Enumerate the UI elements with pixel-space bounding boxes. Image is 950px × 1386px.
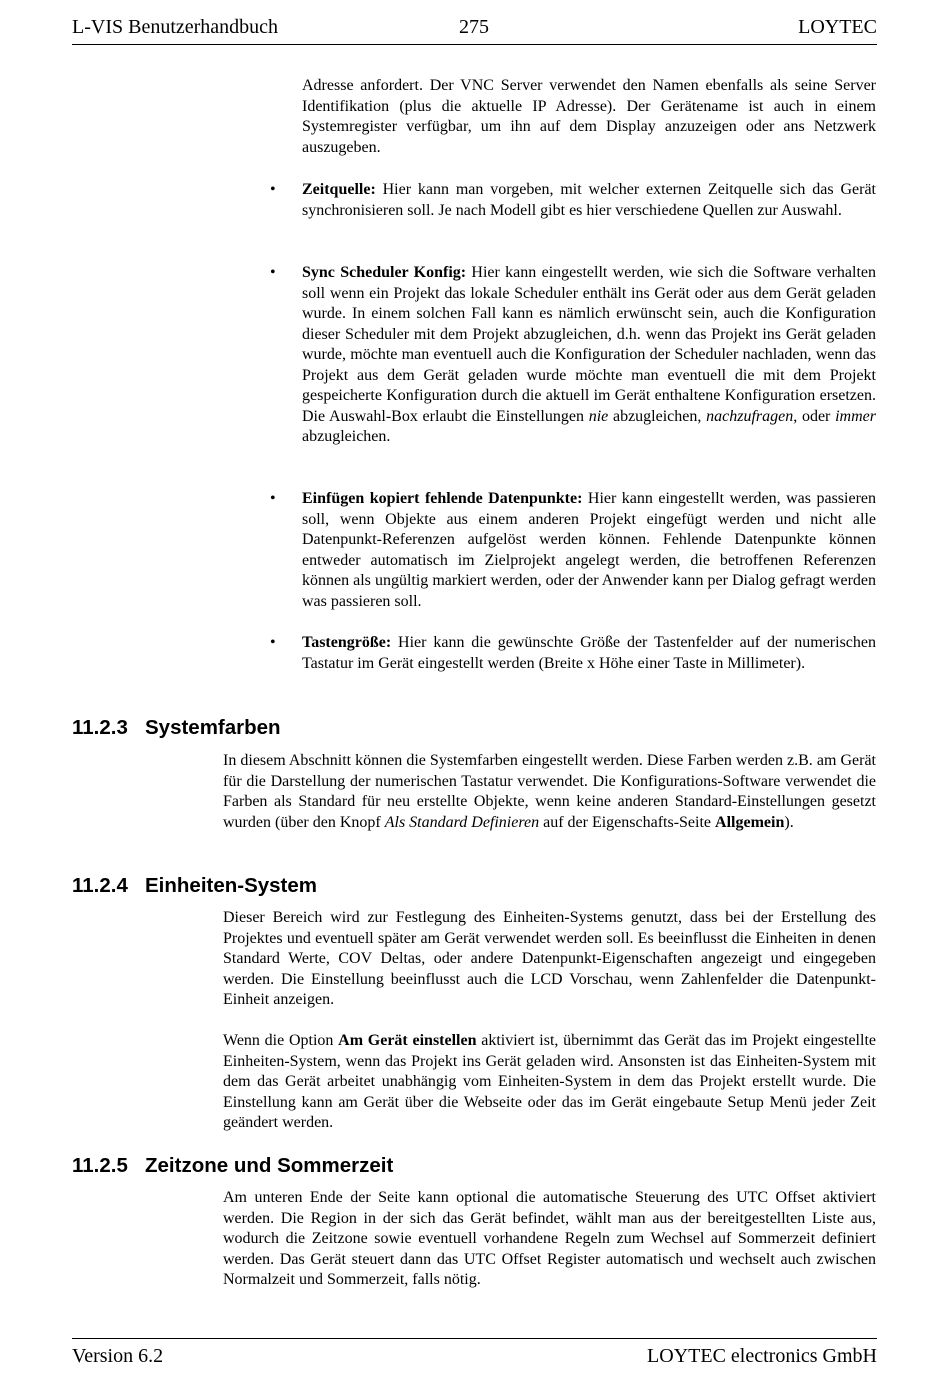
paragraph-text: Wenn die Option: [223, 1032, 339, 1049]
paragraph-text: ).: [784, 813, 794, 831]
header-company: LOYTEC: [798, 16, 877, 38]
bullet-tastengroesse: [302, 633, 876, 674]
section-heading-zeitzone: [72, 1153, 393, 1179]
bullet-text: abzugleichen.: [302, 428, 391, 446]
bullet-text: Hier kann die gewünschte Größe der Tastenfelder auf der numerischen Tastatur im Gerät eingestellt werden (Breite x Höhe einer Taste in Millimeter).: [302, 634, 876, 672]
section-number: 11.2.4: [72, 874, 128, 897]
bullet-text: Hier kann eingestellt werden, was passieren soll, wenn Objekte aus einem anderen Projekt eingefügt werden und nicht alle Datenpunkt-Referenzen aufgelöst werden können. Fehlende Datenpunkte können entweder automatisch im Zielprojekt angelegt werden, die betroffenen Referenzen können als ungültig markiert werden, oder der Anwender kann per Dialog gefragt werden was passieren soll.: [302, 490, 876, 610]
header-page-number: 275: [459, 16, 489, 38]
paragraph-text: auf der Eigenschafts-Seite: [539, 813, 716, 831]
section-number: 11.2.3: [72, 716, 128, 739]
section-title: Einheiten-System: [145, 874, 318, 897]
bullet-text: abzugleichen,: [608, 407, 707, 425]
option-nachzufragen: nachzufragen: [706, 407, 794, 425]
bullet-einfuegen: [302, 489, 876, 612]
zeitzone-paragraph: Am unteren Ende der Seite kann optional die automatische Steuerung des UTC Offset aktiviert werden. Die Region in der sich das Gerät befindet, wählt man aus der bereitgestellten Liste aus, wodurch die Zeitzone sowie eventuell vorhandene Regeln zum Wechsel auf Sommerzeit definiert werden. Das Gerät steuert dann das UTC Offset Register automatisch und wechselt auch zwischen Normalzeit und Sommerzeit, falls nötig.: [223, 1189, 876, 1289]
section-heading-systemfarben: [72, 715, 281, 741]
bullet-text: , oder: [793, 407, 836, 425]
bullet-sync-scheduler: [302, 263, 876, 448]
page-header: [72, 16, 877, 45]
header-manual-title: L-VIS Benutzerhandbuch: [72, 16, 279, 38]
footer-version: Version 6.2: [72, 1345, 164, 1367]
section-title: Systemfarben: [145, 716, 281, 739]
einheiten-paragraph-2: [223, 1031, 876, 1134]
bullet-marker: •: [270, 490, 276, 507]
intro-paragraph: Adresse anfordert. Der VNC Server verwendet den Namen ebenfalls als seine Server Identifikation (plus die aktuelle IP Adresse). Der Gerätename ist auch in einem Systemregister verfügbar, um ihn auf dem Display anzuzeigen oder ans Netzwerk auszugeben.: [302, 77, 876, 156]
option-am-geraet-einstellen: Am Gerät einstellen: [338, 1032, 477, 1049]
footer-company: LOYTEC electronics GmbH: [647, 1345, 877, 1367]
section-title: Zeitzone und Sommerzeit: [145, 1154, 394, 1177]
paragraph-text: In diesem Abschnitt können die Systemfarben eingestellt werden. Diese Farben werden z.B. am Gerät für die Darstellung der numerischen Tastatur verwendet. Die Konfigurations-Software verwendet die Farben als Standard für neu erstellte Objekte, wenn keine anderen Standard-Einstellungen gesetzt wurden (über den Knopf: [223, 752, 876, 831]
button-name-als-standard: Als Standard Definieren: [384, 813, 540, 831]
bullet-marker: •: [270, 264, 276, 281]
page-name-allgemein: Allgemein: [715, 813, 785, 831]
bullet-text: Hier kann man vorgeben, mit welcher externen Zeitquelle sich das Gerät synchronisieren soll. Je nach Modell gibt es hier verschiedene Quellen zur Auswahl.: [302, 181, 876, 219]
systemfarben-paragraph: [223, 751, 876, 833]
option-immer: immer: [835, 407, 876, 425]
bullet-term: Tastengröße:: [302, 634, 392, 651]
bullet-marker: •: [270, 634, 276, 651]
bullet-term: Einfügen kopiert fehlende Datenpunkte:: [302, 490, 583, 507]
section-heading-einheiten-system: [72, 873, 317, 899]
bullet-term: Sync Scheduler Konfig:: [302, 264, 467, 281]
bullet-zeitquelle: [302, 180, 876, 221]
bullet-term: Zeitquelle:: [302, 181, 376, 198]
page-footer: [72, 1338, 877, 1373]
option-nie: nie: [588, 407, 609, 425]
section-number: 11.2.5: [72, 1154, 128, 1177]
bullet-marker: •: [270, 181, 276, 198]
einheiten-paragraph-1: Dieser Bereich wird zur Festlegung des Einheiten-Systems genutzt, dass bei der Erstellung des Projektes und eventuell später am Gerät verwendet werden soll. Es beeinflusst die Einheiten in denen Standard Werte, COV Deltas, oder andere Datenpunkt-Eigenschaften angezeigt und eingegeben werden. Die Einstellung beeinflusst auch die LCD Vorschau, wenn Zahlenfelder die Datenpunkt-Einheit anzeigen.: [223, 909, 876, 1009]
paragraph-text: aktiviert ist, übernimmt das Gerät das im Projekt eingestellte Einheiten-System, wenn das Projekt ins Gerät geladen wird. Ansonsten ist das Einheiten-System mit dem das Gerät arbeitet unabhängig vom Einheiten-System in dem das Projekt erstellt wurde. Die Einstellung kann am Gerät über die Webseite oder das im Gerät eingebaute Setup Menü jeder Zeit geändert werden.: [223, 1032, 876, 1132]
bullet-text: Hier kann eingestellt werden, wie sich die Software verhalten soll wenn ein Projekt das lokale Scheduler enthält ins Gerät oder aus dem Gerät geladen wurde. In einem solchen Fall kann es nämlich erwünscht sein, auch die Konfiguration dieser Scheduler mit dem Projekt abzugleichen, d.h. wenn das Projekt ins Gerät geladen wurde, möchte man eventuell auch die Konfiguration der Scheduler nachladen, wenn das Projekt aus dem Gerät geladen wurde möchte man eventuell die mit dem Projekt gespeicherte Konfiguration durch die aktuell im Gerät enthaltene Konfiguration ersetzen. Die Auswahl-Box erlaubt die Einstellungen: [302, 264, 877, 425]
